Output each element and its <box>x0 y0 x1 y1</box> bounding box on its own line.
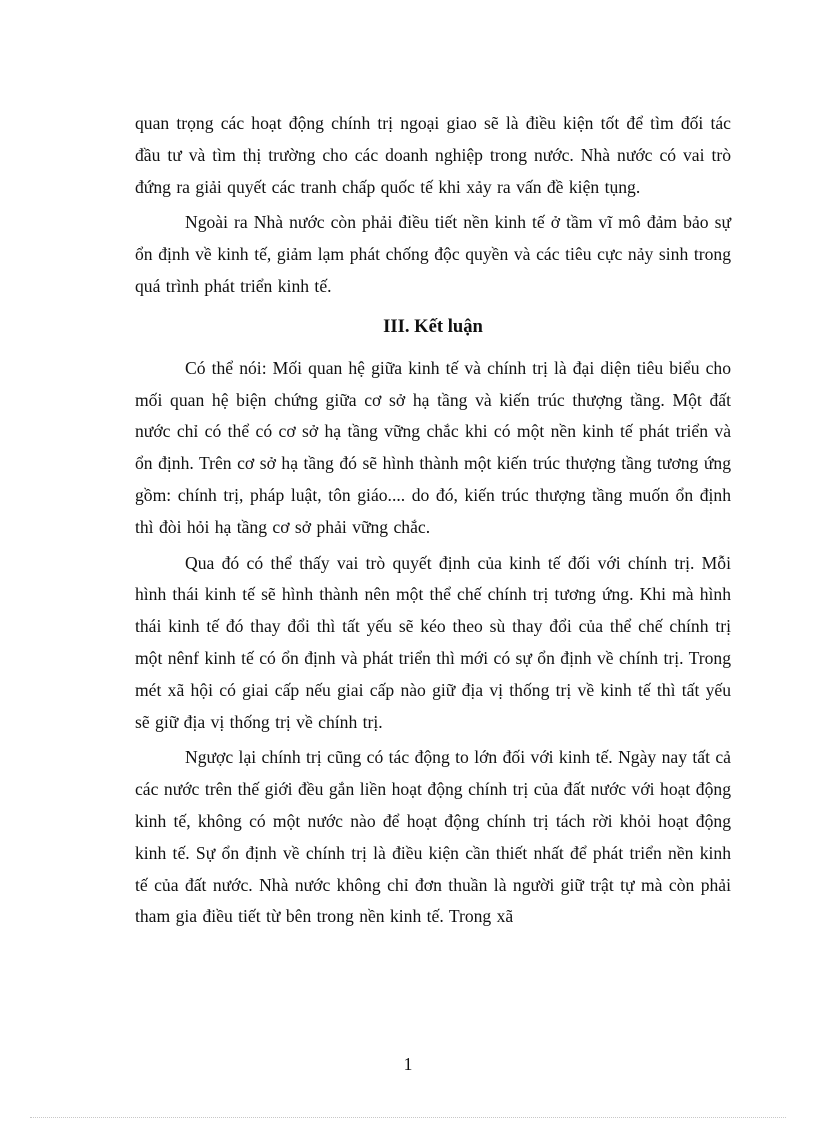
paragraph-state-regulation: Ngoài ra Nhà nước còn phải điều tiết nền kinh tế ở tầm vĩ mô đảm bảo sự ổn định về kinh tế, giảm lạm phát chống độc quyền và các tiêu cực nảy sinh trong quá trình phát triển kinh tế. <box>135 212 731 296</box>
paragraph-continuation: quan trọng các hoạt động chính trị ngoại giao sẽ là điều kiện tốt để tìm đối tác đầu tư và tìm thị trường cho các doanh nghiệp trong nước. Nhà nước có vai trò đứng ra giải quyết các tranh chấp quốc tế khi xảy ra vấn đề kiện tụng. <box>135 113 731 197</box>
page-number: 1 <box>403 1054 413 1074</box>
section-heading-conclusion: III. Kết luận <box>383 315 483 337</box>
paragraph-conclusion-3: Ngược lại chính trị cũng có tác động to lớn đối với kinh tế. Ngày nay tất cả các nước trên thế giới đều gắn liền hoạt động chính trị của đất nước với hoạt động kinh tế, không có một nước nào để hoạt động chính trị tách rời khỏi hoạt động kinh tế. Sự ổn định về chính trị là điều kiện cần thiết nhất để phát triển nền kinh tế của đất nước. Nhà nước không chỉ đơn thuần là người giữ trật tự mà còn phải tham gia điều tiết từ bên trong nền kinh tế. Trong xã <box>135 747 731 927</box>
document-body <box>135 108 731 937</box>
paragraph-conclusion-2: Qua đó có thể thấy vai trò quyết định của kinh tế đối với chính trị. Mỗi hình thái kinh tế sẽ hình thành nên một thể chế chính trị tương ứng. Khi mà hình thái kinh tế đó thay đổi thì tất yếu sẽ kéo theo sù thay đổi của thể chế chính trị một nênf kinh tế có ổn định và phát triển thì mới có sự ổn định về chính trị. Trong mét xã hội có giai cấp nếu giai cấp nào giữ địa vị thống trị về kinh tế thì tất yếu sẽ giữ địa vị thống trị về chính trị. <box>135 552 731 732</box>
paragraph-conclusion-1: Có thể nói: Mối quan hệ giữa kinh tế và chính trị là đại diện tiêu biểu cho mối quan hệ biện chứng giữa cơ sở hạ tầng và kiến trúc thượng tầng. Một đất nước chỉ có thể có cơ sở hạ tầng vững chắc khi có một nền kinh tế phát triển và ổn định. Trên cơ sở hạ tầng đó sẽ hình thành một kiến trúc thượng tầng tương ứng gồm: chính trị, pháp luật, tôn giáo.... do đó, kiến trúc thượng tầng muốn ổn định thì đòi hỏi hạ tầng cơ sở phải vững chắc. <box>135 357 731 537</box>
page-bottom-divider <box>30 1117 786 1118</box>
